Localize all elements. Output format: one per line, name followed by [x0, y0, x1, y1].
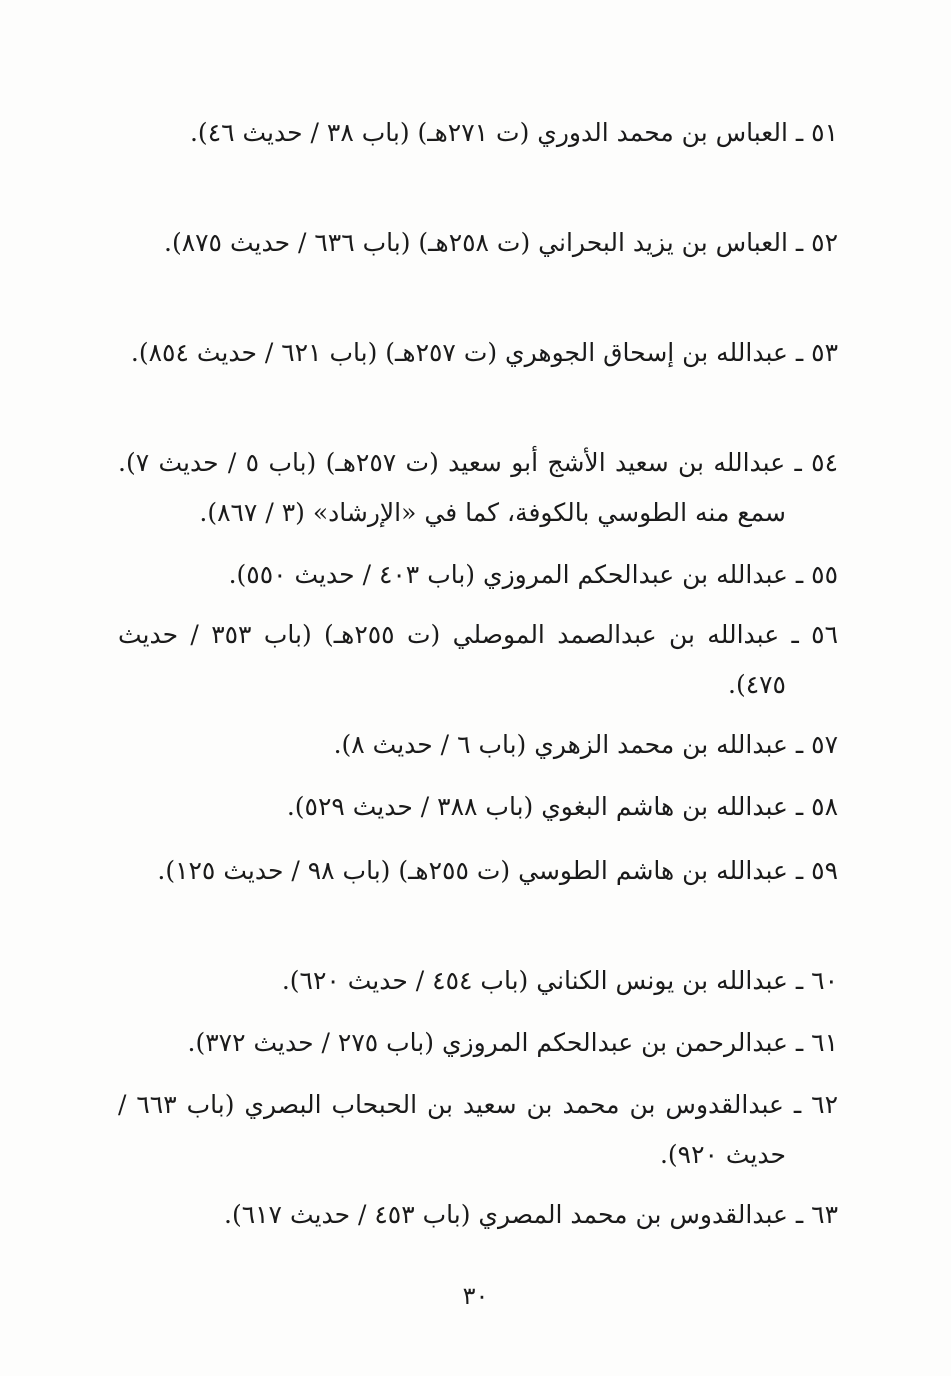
entry-61: ٦١ ـ عبدالرحمن بن عبدالحكم المروزي (باب ٢٧٥ / حديث ٣٧٢).: [187, 1028, 838, 1057]
entry-62: ٦٢ ـ عبدالقدوس بن محمد بن سعيد بن الحبحاب البصري (باب ٦٦٣ / حديث ٩٢٠).: [118, 1090, 838, 1169]
entry-53: ٥٣ ـ عبدالله بن إسحاق الجوهري (ت ٢٥٧هـ) (باب ٦٢١ / حديث ٨٥٤).: [130, 338, 838, 367]
entry-60: ٦٠ ـ عبدالله بن يونس الكناني (باب ٤٥٤ / حديث ٦٢٠).: [281, 966, 838, 995]
entry-51: ٥١ ـ العباس بن محمد الدوري (ت ٢٧١هـ) (باب ٣٨ / حديث ٤٦).: [189, 118, 838, 147]
entry-55: ٥٥ ـ عبدالله بن عبدالحكم المروزي (باب ٤٠٣ / حديث ٥٥٠).: [228, 560, 838, 589]
entry-58: ٥٨ ـ عبدالله بن هاشم البغوي (باب ٣٨٨ / حديث ٥٢٩).: [286, 792, 838, 821]
entry-56: ٥٦ ـ عبدالله بن عبدالصمد الموصلي (ت ٢٥٥هـ) (باب ٣٥٣ / حديث ٤٧٥).: [118, 620, 838, 699]
entry-63: ٦٣ ـ عبدالقدوس بن محمد المصري (باب ٤٥٣ / حديث ٦١٧).: [224, 1200, 838, 1229]
entry-54: ٥٤ ـ عبدالله بن سعيد الأشج أبو سعيد (ت ٢٥٧هـ) (باب ٥ / حديث ٧). سمع منه الطوسي بالكوفة، كما في «الإرشاد» (٣ / ٨٦٧).: [118, 448, 838, 527]
page-number: ٣٠: [462, 1282, 489, 1310]
entry-59: ٥٩ ـ عبدالله بن هاشم الطوسي (ت ٢٥٥هـ) (باب ٩٨ / حديث ١٢٥).: [157, 856, 838, 885]
entry-52: ٥٢ ـ العباس بن يزيد البحراني (ت ٢٥٨هـ) (باب ٦٣٦ / حديث ٨٧٥).: [164, 228, 838, 257]
entry-57: ٥٧ ـ عبدالله بن محمد الزهري (باب ٦ / حديث ٨).: [333, 730, 838, 759]
